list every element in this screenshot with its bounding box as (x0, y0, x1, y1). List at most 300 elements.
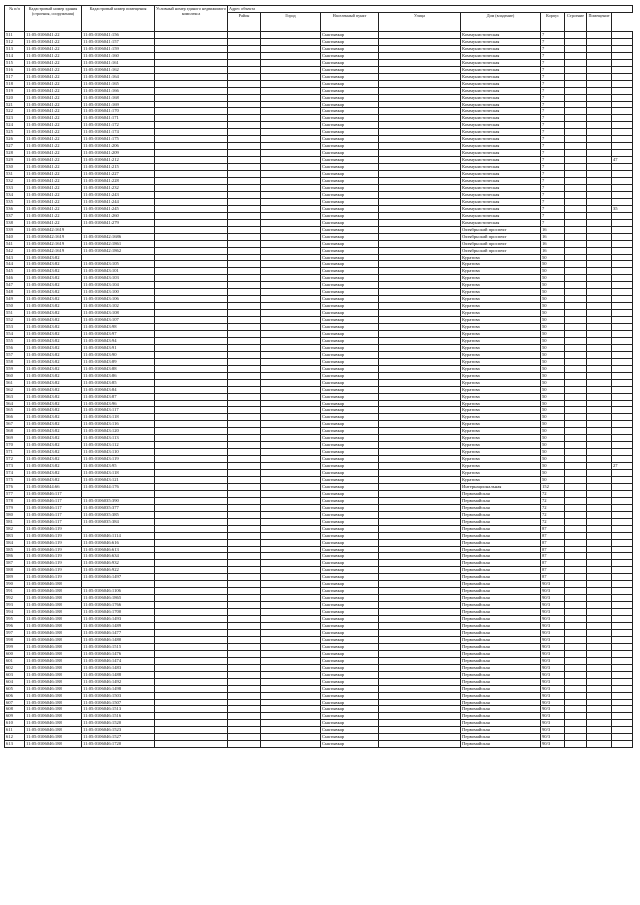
settlement-cell (379, 275, 461, 282)
house-cell: 90/3 (541, 741, 565, 748)
premise-cadastral-cell: 11:05:0106041:172 (82, 122, 155, 129)
premise-cadastral-cell: 11:05:0106046:1483 (82, 664, 155, 671)
street-cell: Коммунистическая (461, 38, 541, 45)
city-cell: Сыктывкар (321, 115, 379, 122)
cond-number-cell (155, 713, 228, 720)
stroenie-cell (587, 539, 612, 546)
table-row (5, 254, 633, 261)
city-cell: Сыктывкар (321, 87, 379, 94)
korpus-cell (565, 233, 587, 240)
building-cadastral-cell: 11:05:0106046:188 (25, 588, 82, 595)
korpus-cell (565, 108, 587, 115)
settlement-cell (379, 184, 461, 191)
stroenie-cell (587, 449, 612, 456)
stroenie-cell (587, 727, 612, 734)
cond-number-cell (155, 588, 228, 595)
row-number-cell: 576 (5, 483, 25, 490)
address-extra-cell (228, 595, 261, 602)
building-cadastral-cell: 11:05:0106046:119 (25, 532, 82, 539)
street-cell: Куратова (461, 386, 541, 393)
cond-number-cell (155, 428, 228, 435)
address-extra-cell (228, 741, 261, 748)
house-cell: 7 (541, 136, 565, 143)
table-row (5, 268, 633, 275)
row-number-cell: 574 (5, 470, 25, 477)
building-cadastral-cell: 11:05:0106043:82 (25, 254, 82, 261)
building-cadastral-cell: 11:05:0106046:188 (25, 581, 82, 588)
stroenie-cell (587, 567, 612, 574)
building-cadastral-cell: 11:05:0106042:1619 (25, 226, 82, 233)
building-cadastral-cell: 11:05:0106041:22 (25, 171, 82, 178)
street-cell: Коммунистическая (461, 212, 541, 219)
table-row (5, 38, 633, 45)
korpus-cell (565, 720, 587, 727)
table-row (5, 365, 633, 372)
korpus-cell (565, 407, 587, 414)
city-cell: Сыктывкар (321, 574, 379, 581)
street-cell: Коммунистическая (461, 198, 541, 205)
building-cadastral-cell: 11:05:0106041:22 (25, 122, 82, 129)
house-cell: 50 (541, 428, 565, 435)
address-extra-cell (228, 650, 261, 657)
row-number-cell: 520 (5, 94, 25, 101)
city-cell: Сыктывкар (321, 66, 379, 73)
settlement-cell (379, 588, 461, 595)
city-cell: Сыктывкар (321, 38, 379, 45)
district-cell (261, 171, 321, 178)
korpus-cell (565, 226, 587, 233)
address-extra-cell (228, 734, 261, 741)
settlement-cell (379, 94, 461, 101)
city-cell: Сыктывкар (321, 713, 379, 720)
korpus-cell (565, 685, 587, 692)
street-cell: Первомайская (461, 657, 541, 664)
korpus-cell (565, 254, 587, 261)
settlement-cell (379, 59, 461, 66)
stroenie-cell (587, 115, 612, 122)
house-cell: 87 (541, 567, 565, 574)
cond-number-cell (155, 275, 228, 282)
premise-number-cell (612, 38, 633, 45)
city-cell: Сыктывкар (321, 449, 379, 456)
settlement-cell (379, 101, 461, 108)
settlement-cell (379, 504, 461, 511)
cond-number-cell (155, 365, 228, 372)
street-cell: Куратова (461, 268, 541, 275)
table-row (5, 178, 633, 185)
district-cell (261, 483, 321, 490)
building-cadastral-cell: 11:05:0106043:82 (25, 372, 82, 379)
settlement-cell (379, 32, 461, 39)
premise-cadastral-cell: 11:05:0106041:157 (82, 38, 155, 45)
premise-cadastral-cell: 11:05:0106042:1686 (82, 233, 155, 240)
street-cell: Первомайская (461, 595, 541, 602)
city-cell: Сыктывкар (321, 324, 379, 331)
table-row (5, 588, 633, 595)
cond-number-cell (155, 87, 228, 94)
premise-number-cell (612, 525, 633, 532)
address-extra-cell (228, 442, 261, 449)
street-cell: Куратова (461, 428, 541, 435)
premise-number-cell (612, 73, 633, 80)
building-cadastral-cell: 11:05:0106043:82 (25, 344, 82, 351)
city-cell: Сыктывкар (321, 616, 379, 623)
district-cell (261, 616, 321, 623)
stroenie-cell (587, 400, 612, 407)
table-row (5, 59, 633, 66)
korpus-cell (565, 470, 587, 477)
korpus-cell (565, 344, 587, 351)
district-cell (261, 261, 321, 268)
cond-number-cell (155, 518, 228, 525)
korpus-cell (565, 477, 587, 484)
row-number-cell: 610 (5, 720, 25, 727)
premise-cadastral-cell: 11:05:0106046:1766 (82, 602, 155, 609)
row-number-cell: 587 (5, 560, 25, 567)
district-cell (261, 713, 321, 720)
cond-number-cell (155, 650, 228, 657)
cond-number-cell (155, 553, 228, 560)
settlement-cell (379, 435, 461, 442)
korpus-cell (565, 449, 587, 456)
row-number-cell: 511 (5, 32, 25, 39)
col-header-pomeschenie: Помещение (587, 12, 612, 31)
building-cadastral-cell: 11:05:0106043:82 (25, 358, 82, 365)
korpus-cell (565, 595, 587, 602)
settlement-cell (379, 80, 461, 87)
settlement-cell (379, 595, 461, 602)
city-cell: Сыктывкар (321, 588, 379, 595)
city-cell: Сыктывкар (321, 143, 379, 150)
premise-number-cell (612, 685, 633, 692)
korpus-cell (565, 539, 587, 546)
street-cell: Куратова (461, 289, 541, 296)
house-cell: 50 (541, 275, 565, 282)
stroenie-cell (587, 706, 612, 713)
settlement-cell (379, 212, 461, 219)
col-header-street: Улица (379, 12, 461, 31)
city-cell: Сыктывкар (321, 706, 379, 713)
table-row (5, 553, 633, 560)
premise-number-cell (612, 546, 633, 553)
settlement-cell (379, 87, 461, 94)
building-cadastral-cell: 11:05:0106046:188 (25, 727, 82, 734)
address-extra-cell (228, 581, 261, 588)
address-extra-cell (228, 567, 261, 574)
korpus-cell (565, 310, 587, 317)
stroenie-cell (587, 421, 612, 428)
korpus-cell (565, 616, 587, 623)
table-row (5, 386, 633, 393)
row-number-cell: 562 (5, 386, 25, 393)
stroenie-cell (587, 678, 612, 685)
city-cell: Сыктывкар (321, 317, 379, 324)
city-cell: Сыктывкар (321, 129, 379, 136)
premise-number-cell (612, 623, 633, 630)
premise-number-cell (612, 407, 633, 414)
table-row (5, 609, 633, 616)
street-cell: Первомайская (461, 727, 541, 734)
table-row (5, 164, 633, 171)
district-cell (261, 539, 321, 546)
district-cell (261, 720, 321, 727)
district-cell (261, 407, 321, 414)
district-cell (261, 664, 321, 671)
cond-number-cell (155, 734, 228, 741)
table-row (5, 407, 633, 414)
korpus-cell (565, 518, 587, 525)
korpus-cell (565, 219, 587, 226)
korpus-cell (565, 261, 587, 268)
premise-number-cell (612, 504, 633, 511)
stroenie-cell (587, 240, 612, 247)
building-cadastral-cell: 11:05:0106046:188 (25, 734, 82, 741)
district-cell (261, 581, 321, 588)
settlement-cell (379, 546, 461, 553)
premise-cadastral-cell: 11:05:0106035:385 (82, 511, 155, 518)
table-row (5, 108, 633, 115)
city-cell: Сыктывкар (321, 73, 379, 80)
korpus-cell (565, 727, 587, 734)
settlement-cell (379, 720, 461, 727)
street-cell: Коммунистическая (461, 80, 541, 87)
row-number-cell: 515 (5, 59, 25, 66)
row-number-cell: 584 (5, 539, 25, 546)
premise-number-cell: 27 (612, 463, 633, 470)
address-extra-cell (228, 407, 261, 414)
premise-cadastral-cell: 11:05:0106035:384 (82, 518, 155, 525)
premise-number-cell (612, 296, 633, 303)
premise-cadastral-cell: 11:05:0106043:102 (82, 303, 155, 310)
city-cell: Сыктывкар (321, 45, 379, 52)
house-cell: 90/3 (541, 636, 565, 643)
table-row (5, 685, 633, 692)
address-extra-cell (228, 282, 261, 289)
house-cell: 90/3 (541, 595, 565, 602)
settlement-cell (379, 567, 461, 574)
settlement-cell (379, 317, 461, 324)
street-cell: Коммунистическая (461, 178, 541, 185)
building-cadastral-cell: 11:05:0106043:82 (25, 421, 82, 428)
house-cell: 50 (541, 254, 565, 261)
city-cell: Сыктывкар (321, 240, 379, 247)
district-cell (261, 421, 321, 428)
stroenie-cell (587, 219, 612, 226)
settlement-cell (379, 414, 461, 421)
house-cell: 87 (541, 574, 565, 581)
row-number-cell: 581 (5, 518, 25, 525)
row-number-cell: 594 (5, 609, 25, 616)
cond-number-cell (155, 358, 228, 365)
premise-cadastral-cell: 11:05:0106041:232 (82, 184, 155, 191)
premise-cadastral-cell (82, 490, 155, 497)
district-cell (261, 38, 321, 45)
settlement-cell (379, 629, 461, 636)
table-row (5, 560, 633, 567)
house-cell: 50 (541, 372, 565, 379)
korpus-cell (565, 379, 587, 386)
premise-cadastral-cell: 11:05:0106041:159 (82, 45, 155, 52)
stroenie-cell (587, 122, 612, 129)
house-cell: 50 (541, 393, 565, 400)
house-cell: 7 (541, 143, 565, 150)
premise-number-cell (612, 45, 633, 52)
row-number-cell: 537 (5, 212, 25, 219)
cond-number-cell (155, 344, 228, 351)
stroenie-cell (587, 699, 612, 706)
settlement-cell (379, 609, 461, 616)
premise-number-cell (612, 198, 633, 205)
address-extra-cell (228, 108, 261, 115)
street-cell: Коммунистическая (461, 101, 541, 108)
city-cell: Сыктывкар (321, 80, 379, 87)
premise-cadastral-cell: 11:05:0106043:117 (82, 407, 155, 414)
district-cell (261, 379, 321, 386)
city-cell: Сыктывкар (321, 567, 379, 574)
premise-number-cell (612, 129, 633, 136)
premise-number-cell (612, 310, 633, 317)
district-cell (261, 80, 321, 87)
address-extra-cell (228, 560, 261, 567)
address-extra-cell (228, 692, 261, 699)
address-extra-cell (228, 358, 261, 365)
settlement-cell (379, 636, 461, 643)
city-cell: Сыктывкар (321, 657, 379, 664)
house-cell: 7 (541, 191, 565, 198)
cond-number-cell (155, 226, 228, 233)
cond-number-cell (155, 129, 228, 136)
stroenie-cell (587, 734, 612, 741)
address-extra-cell (228, 337, 261, 344)
table-row (5, 310, 633, 317)
col-header-settlement: Населенный пункт (321, 12, 379, 31)
house-cell: 7 (541, 115, 565, 122)
premise-number-cell (612, 254, 633, 261)
premise-number-cell (612, 52, 633, 59)
settlement-cell (379, 164, 461, 171)
house-cell: 90/3 (541, 671, 565, 678)
table-row (5, 157, 633, 164)
row-number-cell: 522 (5, 108, 25, 115)
row-number-cell: 523 (5, 115, 25, 122)
korpus-cell (565, 157, 587, 164)
cond-number-cell (155, 685, 228, 692)
building-cadastral-cell: 11:05:0106043:82 (25, 330, 82, 337)
settlement-cell (379, 421, 461, 428)
premise-number-cell (612, 553, 633, 560)
table-row (5, 546, 633, 553)
street-cell: Коммунистическая (461, 32, 541, 39)
district-cell (261, 275, 321, 282)
street-cell: Куратова (461, 330, 541, 337)
building-cadastral-cell: 11:05:0106041:22 (25, 115, 82, 122)
city-cell: Сыктывкар (321, 268, 379, 275)
header-row (5, 6, 633, 13)
korpus-cell (565, 115, 587, 122)
premise-number-cell (612, 588, 633, 595)
korpus-cell (565, 129, 587, 136)
row-number-cell: 532 (5, 178, 25, 185)
building-cadastral-cell: 11:05:0106043:82 (25, 442, 82, 449)
premise-cadastral-cell: 11:05:0106046:1114 (82, 532, 155, 539)
premise-number-cell (612, 122, 633, 129)
house-cell: 7 (541, 87, 565, 94)
settlement-cell (379, 289, 461, 296)
premise-cadastral-cell: 11:05:0106046:1488 (82, 671, 155, 678)
district-cell (261, 240, 321, 247)
table-row (5, 449, 633, 456)
premise-number-cell (612, 87, 633, 94)
premise-cadastral-cell: 11:05:0106043:108 (82, 310, 155, 317)
address-extra-cell (228, 657, 261, 664)
district-cell (261, 136, 321, 143)
stroenie-cell (587, 692, 612, 699)
house-cell: 7 (541, 178, 565, 185)
table-body (5, 32, 633, 748)
premise-cadastral-cell: 11:05:0106041:174 (82, 129, 155, 136)
building-cadastral-cell: 11:05:0106043:82 (25, 463, 82, 470)
address-extra-cell (228, 94, 261, 101)
street-cell: Куратова (461, 400, 541, 407)
building-cadastral-cell: 11:05:0106046:119 (25, 546, 82, 553)
stroenie-cell (587, 233, 612, 240)
cond-number-cell (155, 282, 228, 289)
address-extra-cell (228, 525, 261, 532)
house-cell: 7 (541, 198, 565, 205)
table-row (5, 289, 633, 296)
row-number-cell: 600 (5, 650, 25, 657)
district-cell (261, 205, 321, 212)
stroenie-cell (587, 289, 612, 296)
stroenie-cell (587, 671, 612, 678)
building-cadastral-cell: 11:05:0106041:22 (25, 66, 82, 73)
house-cell: 16 (541, 226, 565, 233)
stroenie-cell (587, 303, 612, 310)
stroenie-cell (587, 532, 612, 539)
street-cell: Первомайская (461, 678, 541, 685)
address-extra-cell (228, 191, 261, 198)
premise-number-cell (612, 442, 633, 449)
street-cell: Первомайская (461, 504, 541, 511)
street-cell: Первомайская (461, 699, 541, 706)
premise-cadastral-cell: 11:05:0106043:103 (82, 275, 155, 282)
premise-cadastral-cell: 11:05:0106041:209 (82, 150, 155, 157)
stroenie-cell (587, 108, 612, 115)
street-cell: Первомайская (461, 539, 541, 546)
stroenie-cell (587, 518, 612, 525)
row-number-cell: 589 (5, 574, 25, 581)
premise-cadastral-cell: 11:05:0106046:1720 (82, 741, 155, 748)
premise-number-cell (612, 219, 633, 226)
street-cell: Первомайская (461, 546, 541, 553)
table-row (5, 664, 633, 671)
address-extra-cell (228, 497, 261, 504)
address-extra-cell (228, 511, 261, 518)
house-cell: 7 (541, 150, 565, 157)
premise-number-cell (612, 282, 633, 289)
building-cadastral-cell: 11:05:0106046:119 (25, 574, 82, 581)
district-cell (261, 699, 321, 706)
house-cell: 50 (541, 358, 565, 365)
korpus-cell (565, 386, 587, 393)
stroenie-cell (587, 497, 612, 504)
street-cell: Коммунистическая (461, 73, 541, 80)
city-cell: Сыктывкар (321, 226, 379, 233)
cond-number-cell (155, 602, 228, 609)
table-row (5, 511, 633, 518)
street-cell: Коммунистическая (461, 205, 541, 212)
stroenie-cell (587, 296, 612, 303)
